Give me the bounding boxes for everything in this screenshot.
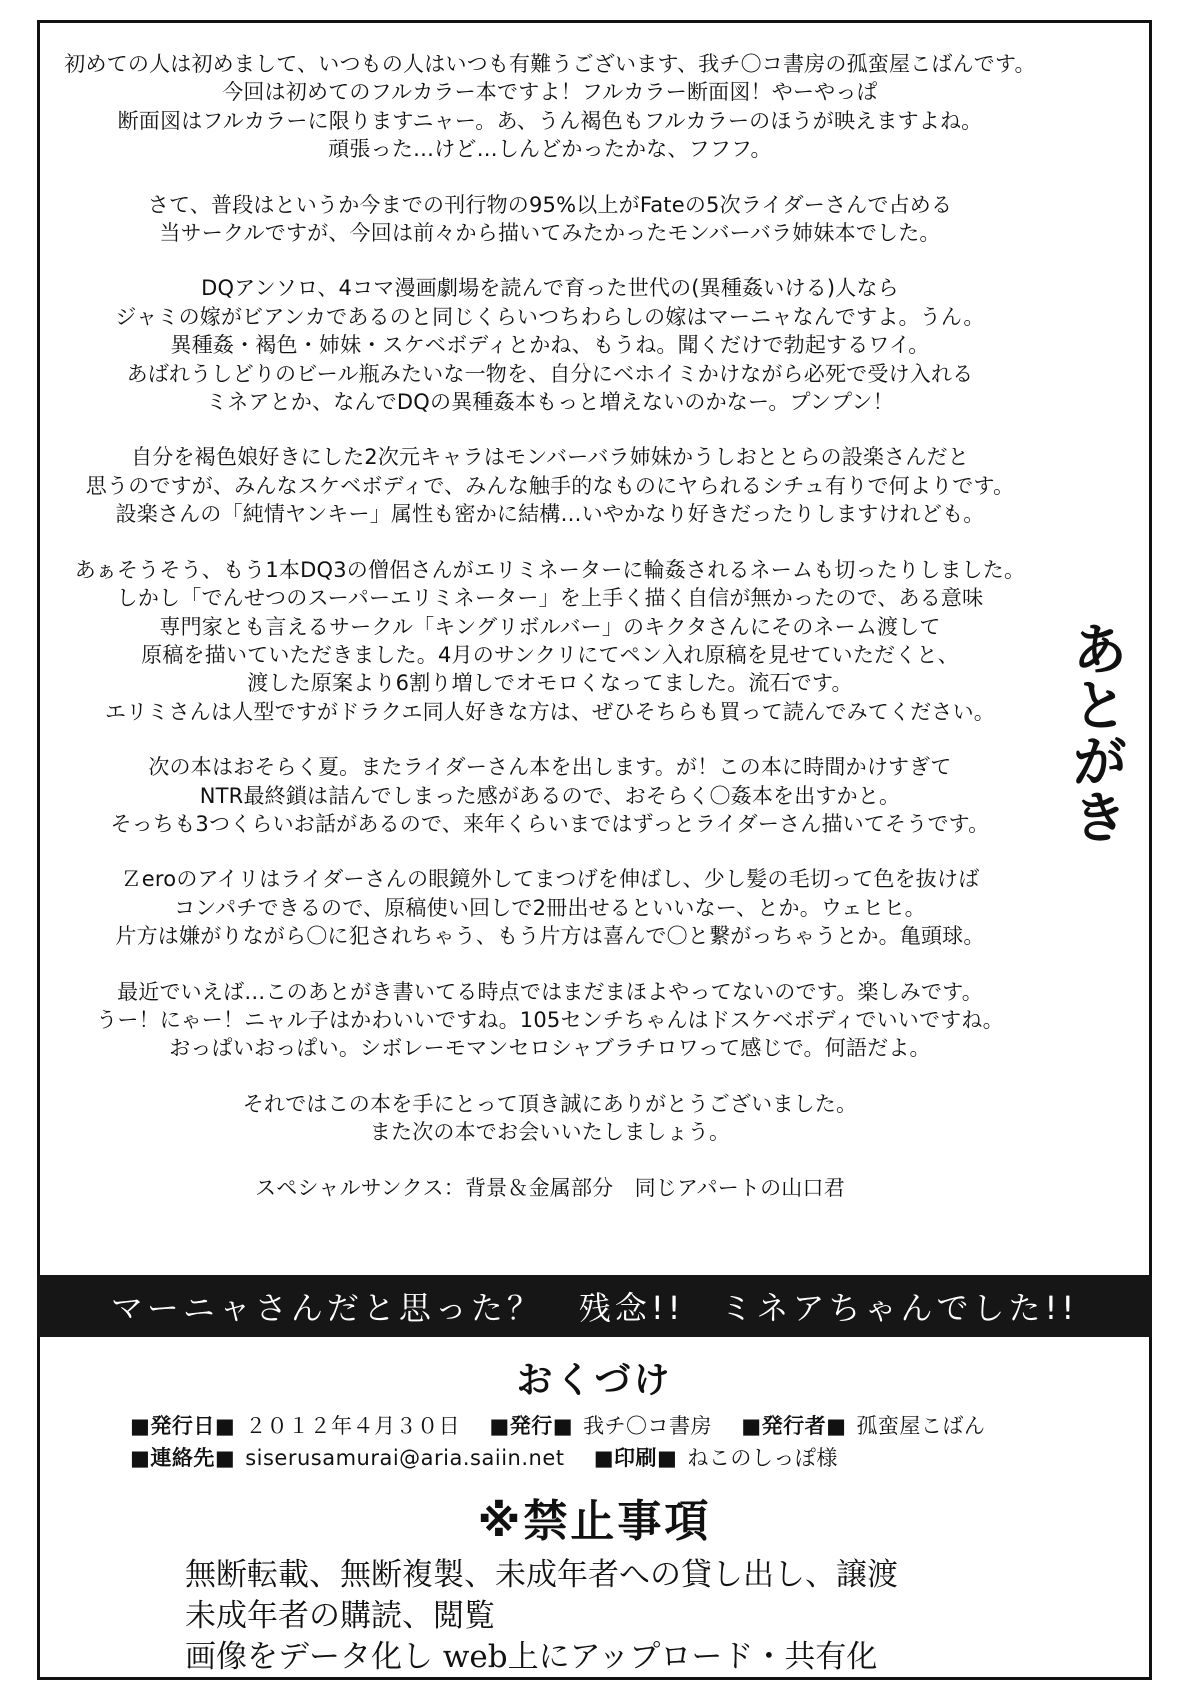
text-line: 最近でいえば…このあとがき書いてる時点ではまだまほよやってないのです。楽しみです。 (117, 979, 983, 1004)
text-line: 当サークルですが、今回は前々から描いてみたかったモンバーバラ姉妹本でした。 (159, 221, 941, 246)
text-line: 思うのですが、みんなスケベボディで、みんな触手的なものにヤられるシチュ有りで何よりです。 (85, 473, 1015, 498)
afterword-title-text: あとがき (1063, 620, 1128, 844)
author-value: 孤蛮屋こばん (856, 1414, 986, 1438)
text-line: 今回は初めてのフルカラー本ですよ！フルカラー断面図！やーやっぱ (222, 80, 878, 105)
text-line: 専門家とも言えるサークル「キングリボルバー」のキクタさんにそのネーム渡して (159, 614, 941, 639)
text-line: あばれうしどりのビール瓶みたいな一物を、自分にベホイミかけながら必死で受け入れる (126, 361, 974, 386)
afterword-body (50, 50, 1050, 1229)
publisher-label: ■発行■ (489, 1414, 574, 1438)
printer-label: ■印刷■ (593, 1446, 678, 1470)
text-line: それではこの本を手にとって頂き誠にありがとうございました。 (242, 1091, 858, 1116)
text-line: エリミさんは人型ですがドラクエ同人好きな方は、ぜひそちらも買って読んでみてください。 (105, 699, 995, 724)
prohibited-list (185, 1555, 898, 1678)
text-line: うー！にゃー！ニャル子はかわいいですね。105センチちゃんはドスケベボディでいいですね。 (96, 1007, 1004, 1032)
publish-date-value: ２０１２年４月３０日 (245, 1414, 461, 1438)
afterword-title (1050, 620, 1140, 859)
printer-value: ねこのしっぽ様 (687, 1446, 838, 1470)
paragraph-9 (50, 1090, 1050, 1147)
text-line: ミネアとか、なんでDQの異種姦本もっと増えないのかなー。プンプン！ (206, 390, 894, 415)
prohibited-title: ※禁止事項 (477, 1496, 712, 1547)
text-line: さて、普段はというか今までの刊行物の95%以上がFateの5次ライダーさんで占める (147, 192, 953, 217)
text-line: 頑張った…けど…しんどかったかな、フフフ。 (328, 137, 772, 162)
banner (37, 1275, 1152, 1337)
text-line: 初めての人は初めまして、いつもの人はいつも有難うございます、我チ〇コ書房の孤蛮屋こばんです。 (64, 52, 1036, 76)
colophon-title: おくづけ (516, 1360, 673, 1401)
special-thanks (50, 1174, 1050, 1202)
publish-date-label: ■発行日■ (130, 1414, 236, 1438)
text-line: 異種姦・褐色・姉妹・スケベボディとかね、もうね。聞くだけで勃起するワイ。 (170, 333, 930, 358)
paragraph-3 (50, 274, 1050, 416)
paragraph-2 (50, 191, 1050, 248)
paragraph-5 (50, 556, 1050, 726)
colophon-row-1 (130, 1410, 1007, 1440)
text-line: 片方は嫌がりながら〇に犯されちゃう、もう片方は喜んで〇と繋がっちゃうとか。亀頭球。 (115, 924, 985, 949)
prohibited-item: 無断転載、無断複製、未成年者への貸し出し、譲渡 (185, 1557, 898, 1593)
contact-label: ■連絡先■ (130, 1446, 236, 1470)
text-line: DQアンソロ、4コマ漫画劇場を読んで育った世代の(異種姦いける)人なら (201, 276, 899, 301)
text-line: しかし「でんせつのスーパーエリミネーター」を上手く描く自信が無かったので、ある意味 (116, 586, 984, 611)
colophon-row-2 (130, 1442, 860, 1472)
text-line: 自分を褐色娘好きにした2次元キャラはモンバーバラ姉妹かうしおととらの設楽さんだと (131, 445, 969, 470)
publisher-value: 我チ〇コ書房 (583, 1414, 713, 1438)
special-thanks-text: スペシャルサンクス：背景＆金属部分 同じアパートの山口君 (255, 1175, 845, 1200)
paragraph-4 (50, 443, 1050, 528)
author-label: ■発行者■ (741, 1414, 847, 1438)
paragraph-7 (50, 865, 1050, 950)
text-line: ジャミの嫁がビアンカであるのと同じくらいつちわらしの嫁はマーニャなんですよ。うん。 (115, 304, 985, 329)
prohibited-item: 画像をデータ化し web上にアップロード・共有化 (185, 1639, 878, 1675)
text-line: コンパチできるので、原稿使い回しで2冊出せるといいなー、とか。ウェヒヒ。 (174, 895, 926, 920)
text-line: あぁそうそう、もう1本DQ3の僧侶さんがエリミネーターに輪姦されるネームも切ったりしました。 (74, 557, 1026, 582)
text-line: 渡した原案より6割り増しでオモロくなってました。流石です。 (247, 671, 853, 696)
text-line: 原稿を描いていただきました。4月のサンクリにてペン入れ原稿を見せていただくと、 (141, 642, 959, 667)
contact-value: siserusamurai@aria.saiin.net (245, 1446, 565, 1470)
banner-text: マーニャさんだと思った？ 残念!! ミネアちゃんでした!! (110, 1289, 1079, 1327)
text-line: また次の本でお会いいたしましょう。 (369, 1120, 731, 1145)
text-line: 断面図はフルカラーに限りますニャー。あ、うん褐色もフルカラーのほうが映えますよね。 (117, 108, 983, 133)
text-line: 次の本はおそらく夏。またライダーさん本を出します。が！この本に時間かけすぎて (148, 755, 952, 780)
prohibited-item: 未成年者の購読、閲覧 (185, 1598, 495, 1634)
text-line: 設楽さんの「純情ヤンキー」属性も密かに結構…いやかなり好きだったりしますけれども。 (115, 502, 985, 527)
text-line: NTR最終鎖は詰んでしまった感があるので、おそらく〇姦本を出すかと。 (199, 783, 901, 808)
paragraph-1 (50, 50, 1050, 164)
text-line: おっぱいおっぱい。シボレーモマンセロシャブラチロワって感じで。何語だよ。 (169, 1036, 931, 1061)
paragraph-8 (50, 978, 1050, 1063)
text-line: Ｚeroのアイリはライダーさんの眼鏡外してまつげを伸ばし、少し髪の毛切って色を抜けば (120, 867, 980, 892)
text-line: そっちも3つくらいお話があるので、来年くらいまではずっとライダーさん描いてそうです。 (110, 811, 990, 836)
paragraph-6 (50, 753, 1050, 838)
